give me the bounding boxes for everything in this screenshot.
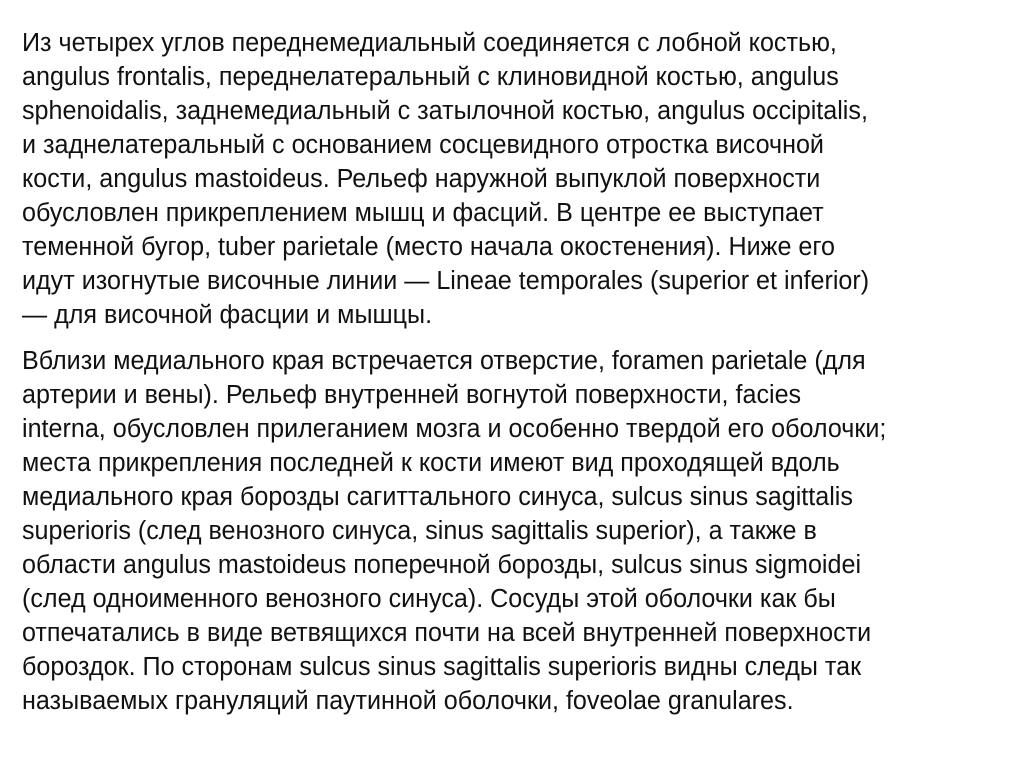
text-line: отпечатались в виде ветвящихся почти на всей внутренней поверхности [22,619,872,647]
text-line: называемых грануляций паутинной оболочки, foveolae granulares. [22,687,794,715]
text-line: бороздок. По сторонам sulcus sinus sagittalis superioris видны следы так [22,653,862,681]
text-line: артерии и вены). Рельеф внутренней вогнутой поверхности, facies [22,381,802,409]
text-line: и заднелатеральный с основанием сосцевидного отростка височной [22,131,824,159]
text-line: Вблизи медиального края встречается отверстие, foramen parietale (для [22,347,866,375]
text-line: angulus frontalis, переднелатеральный с клиновидной костью, angulus [22,63,839,91]
text-line: кости, angulus mastoideus. Рельеф наружной выпуклой поверхности [22,165,821,193]
text-line: обусловлен прикреплением мышц и фасций. В центре ее выступает [22,199,824,227]
paragraph-2 [22,344,997,718]
text-line: теменной бугор, tuber parietale (место начала окостенения). Ниже его [22,233,835,261]
text-line: места прикрепления последней к кости имеют вид проходящей вдоль [22,449,840,477]
text-line: sphenoidalis, заднемедиальный с затылочной костью, angulus occipitalis, [22,97,868,125]
text-line: superioris (след венозного синуса, sinus sagittalis superior), а также в [22,517,817,545]
text-block [22,26,997,718]
text-line: идут изогнутые височные линии — Lineae temporales (superior et inferior) [22,267,870,295]
text-line: Из четырех углов переднемедиальный соединяется с лобной костью, [22,29,837,57]
text-line: (след одноименного венозного синуса). Сосуды этой оболочки как бы [22,585,836,613]
text-line: области angulus mastoideus поперечной борозды, sulcus sinus sigmoidei [22,551,862,579]
text-line: interna, обусловлен прилеганием мозга и особенно твердой его оболочки; [22,415,887,443]
text-line: медиального края борозды сагиттального синуса, sulcus sinus sagittalis [22,483,853,511]
text-line: — для височной фасции и мышцы. [22,301,433,329]
paragraph-1 [22,26,997,332]
